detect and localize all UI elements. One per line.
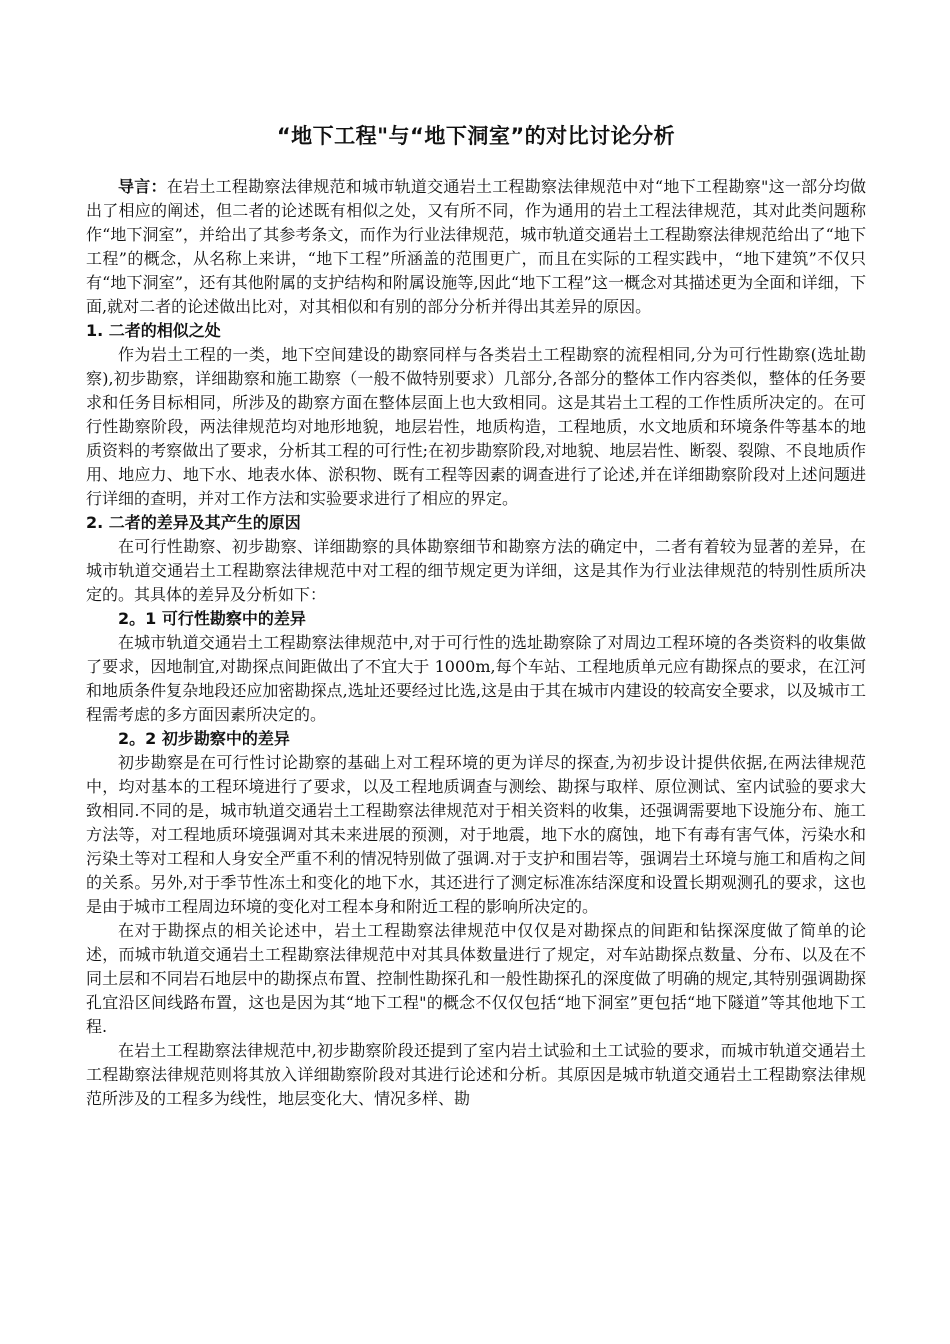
intro-text: 在岩土工程勘察法律规范和城市轨道交通岩土工程勘察法律规范中对“地下工程勘察"这一部分均做出了相应的阐述，但二者的论述既有相似之处，又有所不同，作为通用的岩土工程法律规范，其对此类问题称作“地下洞室”，并给出了其参考条文，而作为行业法律规范，城市轨道交通岩土工程勘察法律规范给出了“地下工程”的概念，从名称上来讲，“地下工程”所涵盖的范围更广，而且在实际的工程实践中，“地下建筑”不仅只有“地下洞室”，还有其他附属的支护结构和附属设施等,因此“地下工程”这一概念对其描述更为全面和详细，下面,就对二者的论述做出比对，对其相似和有别的部分分析并得出其差异的原因。 <box>86 177 866 316</box>
section-1-heading: 1. 二者的相似之处 <box>86 321 221 340</box>
section-2-2-paragraph-1: 初步勘察是在可行性讨论勘察的基础上对工程环境的更为详尽的探查,为初步设计提供依据,在两法律规范中，均对基本的工程环境进行了要求，以及工程地质调查与测绘、勘探与取样、原位测试、室内试验的要求大致相同.不同的是，城市轨道交通岩土工程勘察法律规范对于相关资料的收集，还强调需要地下设施分布、施工方法等，对工程地质环境强调对其未来进展的预测，对于地震，地下水的腐蚀，地下有毒有害气体，污染水和污染土等对工程和人身安全严重不利的情况特别做了强调.对于支护和围岩等，强调岩土环境与施工和盾构之间的关系。另外,对于季节性冻土和变化的地下水，其还进行了测定标准冻结深度和设置长期观测孔的要求，这也是由于城市工程周边环境的变化对工程本身和附近工程的影响所决定的。 <box>86 753 866 916</box>
section-2-paragraph: 在可行性勘察、初步勘察、详细勘察的具体勘察细节和勘察方法的确定中，二者有着较为显著的差异，在城市轨道交通岩土工程勘察法律规范中对工程的细节规定更为详细，这是其作为行业法律规范的特别性质所决定的。其具体的差异及分析如下： <box>86 537 866 604</box>
document-title: “地下工程"与“地下洞室”的对比讨论分析 <box>276 124 676 148</box>
section-2-1-heading: 2。1 可行性勘察中的差异 <box>118 609 306 628</box>
section-2-2-paragraph-2: 在对于勘探点的相关论述中，岩土工程勘察法律规范中仅仅是对勘探点的间距和钻探深度做了简单的论述，而城市轨道交通岩土工程勘察法律规范中对其具体数量进行了规定，对车站勘探点数量、分布、以及在不同土层和不同岩石地层中的勘探点布置、控制性勘探孔和一般性勘探孔的深度做了明确的规定,其特别强调勘探孔宜沿区间线路布置，这也是因为其“地下工程"的概念不仅仅包括“地下洞室”更包括“地下隧道”等其他地下工程. <box>86 921 866 1036</box>
section-2-1-paragraph: 在城市轨道交通岩土工程勘察法律规范中,对于可行性的选址勘察除了对周边工程环境的各类资料的收集做了要求，因地制宜,对勘探点间距做出了不宜大于 1000m,每个车站、工程地质单元应有勘探点的要求，在江河和地质条件复杂地段还应加密勘探点,选址还要经过比选,这是由于其在城市内建设的较高安全要求，以及城市工程需考虑的多方面因素所决定的。 <box>86 633 866 724</box>
intro-label: 导言： <box>118 177 167 196</box>
intro-paragraph <box>86 175 866 319</box>
section-2-heading: 2. 二者的差异及其产生的原因 <box>86 513 301 532</box>
section-1-paragraph: 作为岩土工程的一类，地下空间建设的勘察同样与各类岩土工程勘察的流程相同,分为可行性勘察(选址勘察),初步勘察，详细勘察和施工勘察（一般不做特别要求）几部分,各部分的整体工作内容类似，整体的任务要求和任务目标相同，所涉及的勘察方面在整体层面上也大致相同。这是其岩土工程的工作性质所决定的。在可行性勘察阶段，两法律规范均对地形地貌，地层岩性，地质构造，工程地质，水文地质和环境条件等基本的地质资料的考察做出了要求，分析其工程的可行性;在初步勘察阶段,对地貌、地层岩性、断裂、裂隙、不良地质作用、地应力、地下水、地表水体、淤积物、既有工程等因素的调查进行了论述,并在详细勘察阶段对上述问题进行详细的查明，并对工作方法和实验要求进行了相应的界定。 <box>86 345 866 508</box>
document-body <box>86 175 866 1111</box>
section-2-2-paragraph-3: 在岩土工程勘察法律规范中,初步勘察阶段还提到了室内岩土试验和土工试验的要求，而城市轨道交通岩土工程勘察法律规范则将其放入详细勘察阶段对其进行论述和分析。其原因是城市轨道交通岩土工程勘察法律规范所涉及的工程多为线性，地层变化大、情况多样、勘 <box>86 1041 866 1108</box>
section-2-2-heading: 2。2 初步勘察中的差异 <box>118 729 290 748</box>
